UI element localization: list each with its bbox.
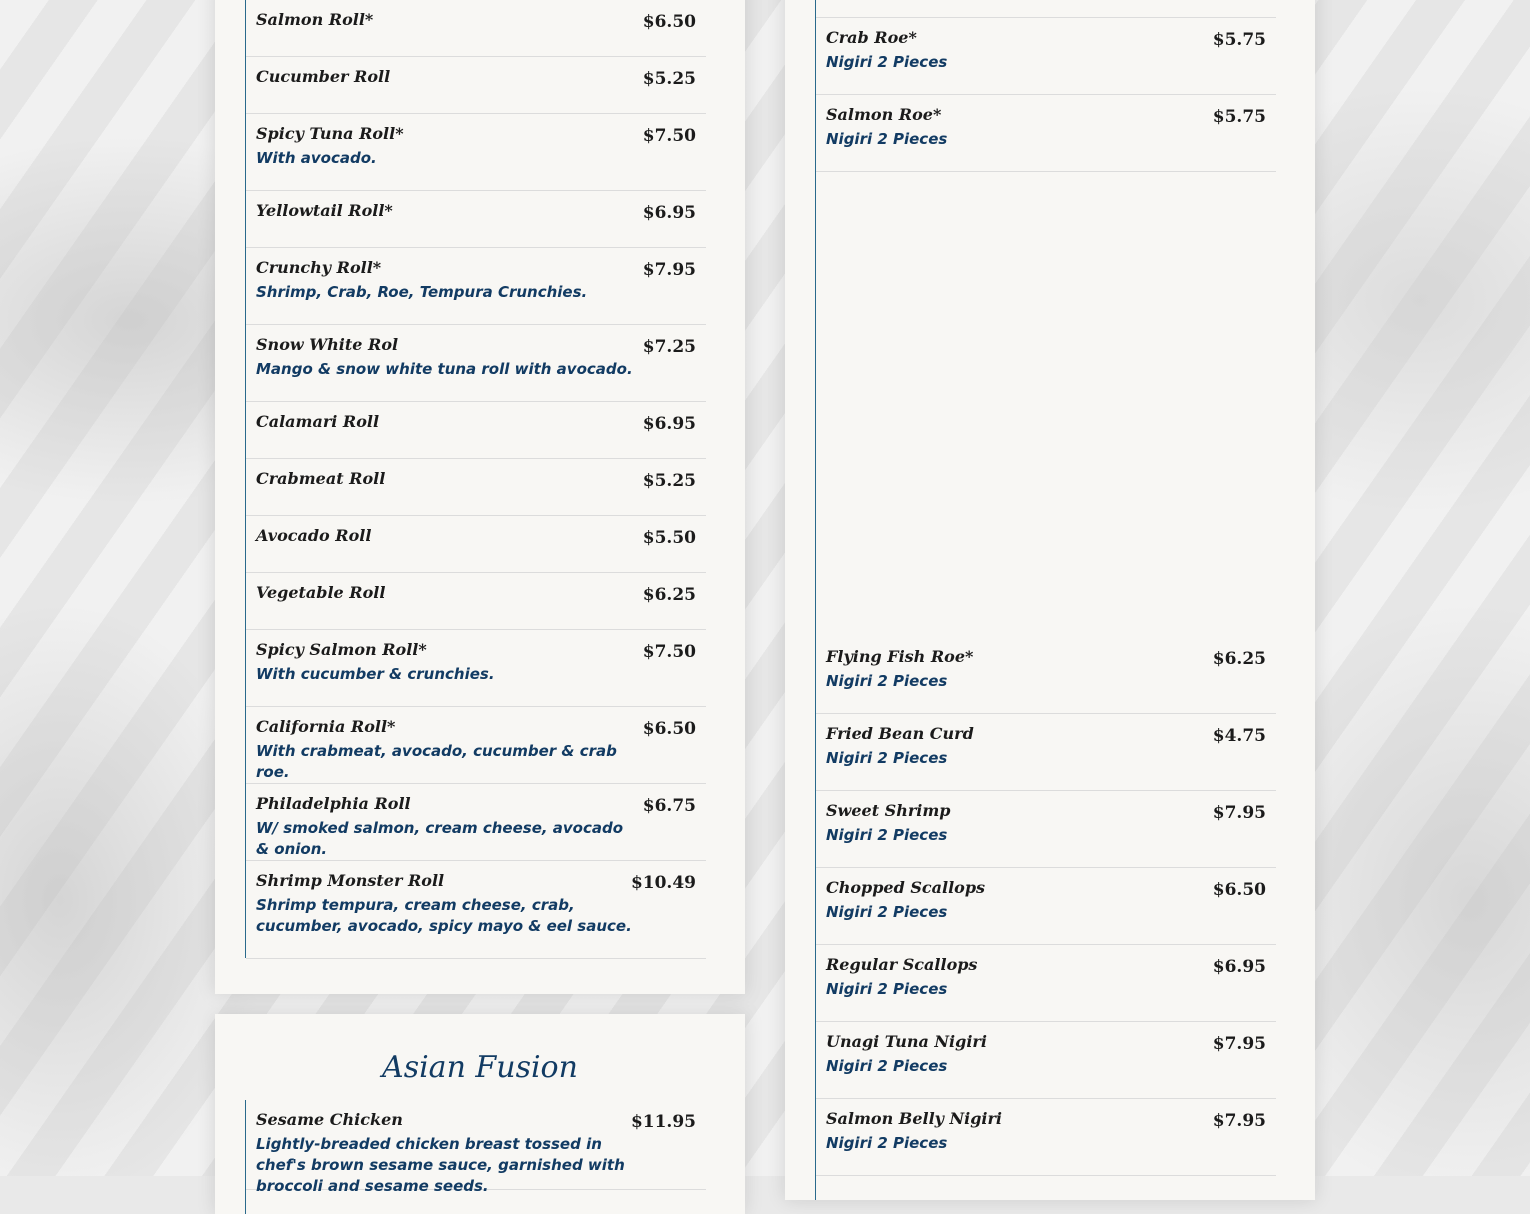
rolls-list xyxy=(245,0,706,958)
menu-item-fried-bean-curd xyxy=(816,714,1276,791)
menu-item-price: $6.75 xyxy=(642,796,696,816)
menu-item-crunchy-roll xyxy=(246,248,706,325)
menu-item-avocado-roll xyxy=(246,516,706,573)
menu-item-description: Nigiri 2 Pieces xyxy=(826,749,948,767)
menu-item-name: Philadelphia Roll xyxy=(256,794,411,813)
menu-item-flying-fish-roe xyxy=(816,637,1276,714)
section-title-asian-fusion: Asian Fusion xyxy=(382,1050,578,1085)
menu-item-regular-scallops xyxy=(816,945,1276,1022)
menu-item-description: With crabmeat, avocado, cucumber & crab roe. xyxy=(256,742,617,781)
menu-item-name: Crab Roe* xyxy=(826,28,917,47)
menu-item-name: Unagi Tuna Nigiri xyxy=(826,1032,987,1051)
menu-item-price: $7.25 xyxy=(642,337,696,357)
menu-item-price: $6.95 xyxy=(642,414,696,434)
nigiri-menu-card xyxy=(785,0,1315,1200)
menu-item-name: Fried Bean Curd xyxy=(826,724,974,743)
rolls-menu-card xyxy=(215,0,745,994)
menu-item-yellowtail-roll xyxy=(246,191,706,248)
menu-item-california-roll xyxy=(246,707,706,784)
menu-item-price: $5.25 xyxy=(642,69,696,89)
menu-item-description: Shrimp, Crab, Roe, Tempura Crunchies. xyxy=(256,283,588,301)
menu-item-salmon-roll xyxy=(246,0,706,57)
menu-item-price: $10.49 xyxy=(630,873,696,893)
menu-item-name: Yellowtail Roll* xyxy=(256,201,393,220)
menu-item-cucumber-roll xyxy=(246,57,706,114)
menu-item-spicy-tuna-roll xyxy=(246,114,706,191)
menu-item-price: $5.75 xyxy=(1212,30,1266,50)
list-top-divider xyxy=(816,0,1276,18)
menu-item-name: Spicy Salmon Roll* xyxy=(256,640,427,659)
menu-item-name: Chopped Scallops xyxy=(826,878,986,897)
menu-item-name: California Roll* xyxy=(256,717,396,736)
menu-item-price: $6.25 xyxy=(642,585,696,605)
menu-item-name: Snow White Rol xyxy=(256,335,399,354)
menu-item-price: $5.25 xyxy=(642,471,696,491)
menu-item-name: Calamari Roll xyxy=(256,412,380,431)
menu-item-price: $11.95 xyxy=(630,1112,696,1132)
menu-item-unagi-tuna-nigiri xyxy=(816,1022,1276,1099)
menu-item-price: $7.50 xyxy=(642,642,696,662)
menu-item-name: Spicy Tuna Roll* xyxy=(256,124,404,143)
menu-item-description: Nigiri 2 Pieces xyxy=(826,1057,948,1075)
menu-item-description: With cucumber & crunchies. xyxy=(256,665,495,683)
menu-item-description: With avocado. xyxy=(256,149,377,167)
menu-item-description: W/ smoked salmon, cream cheese, avocado & onion. xyxy=(256,819,624,858)
menu-item-crab-roe xyxy=(816,18,1276,95)
menu-item-price: $5.50 xyxy=(642,528,696,548)
menu-item-price: $6.95 xyxy=(642,203,696,223)
menu-item-salmon-roe xyxy=(816,95,1276,172)
menu-item-name: Salmon Roll* xyxy=(256,10,374,29)
asian-fusion-list xyxy=(245,1100,706,1214)
menu-item-crabmeat-roll xyxy=(246,459,706,516)
menu-item-price: $6.50 xyxy=(642,12,696,32)
menu-item-salmon-belly-nigiri xyxy=(816,1099,1276,1176)
menu-item-name: Avocado Roll xyxy=(256,526,372,545)
menu-item-name: Vegetable Roll xyxy=(256,583,386,602)
menu-item-price: $7.50 xyxy=(642,126,696,146)
menu-item-description: Nigiri 2 Pieces xyxy=(826,980,948,998)
menu-item-price: $6.50 xyxy=(1212,880,1266,900)
menu-item-vegetable-roll xyxy=(246,573,706,630)
menu-item-price: $6.50 xyxy=(642,719,696,739)
menu-item-philadelphia-roll xyxy=(246,784,706,861)
menu-item-description: Nigiri 2 Pieces xyxy=(826,826,948,844)
menu-item-chopped-scallops xyxy=(816,868,1276,945)
menu-item-snow-white-rol xyxy=(246,325,706,402)
menu-item-name: Sweet Shrimp xyxy=(826,801,951,820)
menu-item-price: $5.75 xyxy=(1212,107,1266,127)
menu-item-name: Regular Scallops xyxy=(826,955,978,974)
menu-item-description: Shrimp tempura, cream cheese, crab, cucumber, avocado, spicy mayo & eel sauce. xyxy=(256,896,632,935)
menu-item-description: Nigiri 2 Pieces xyxy=(826,672,948,690)
menu-item-description: Lightly-breaded chicken breast tossed in chef's brown sesame sauce, garnished with broccoli and sesame seeds. xyxy=(256,1135,625,1195)
nigiri-list xyxy=(815,0,1276,1200)
asian-fusion-card xyxy=(215,1014,745,1214)
menu-item-description: Mango & snow white tuna roll with avocado. xyxy=(256,360,633,378)
menu-item-description: Nigiri 2 Pieces xyxy=(826,903,948,921)
menu-item-name: Cucumber Roll xyxy=(256,67,391,86)
menu-item-name: Salmon Roe* xyxy=(826,105,942,124)
menu-item-price: $6.25 xyxy=(1212,649,1266,669)
menu-item-spicy-salmon-roll xyxy=(246,630,706,707)
menu-item-description: Nigiri 2 Pieces xyxy=(826,1134,948,1152)
menu-item-calamari-roll xyxy=(246,402,706,459)
menu-item-price: $6.95 xyxy=(1212,957,1266,977)
menu-item-price: $7.95 xyxy=(1212,803,1266,823)
menu-item-price: $7.95 xyxy=(1212,1034,1266,1054)
menu-item-sweet-shrimp xyxy=(816,791,1276,868)
menu-item-name: Shrimp Monster Roll xyxy=(256,871,445,890)
menu-item-description: Nigiri 2 Pieces xyxy=(826,130,948,148)
menu-item-description: Nigiri 2 Pieces xyxy=(826,53,948,71)
menu-item-sesame-chicken xyxy=(246,1100,706,1195)
menu-item-name: Crunchy Roll* xyxy=(256,258,382,277)
menu-item-name: Crabmeat Roll xyxy=(256,469,386,488)
menu-item-shrimp-monster-roll xyxy=(246,861,706,959)
menu-item-price: $7.95 xyxy=(1212,1111,1266,1131)
menu-item-name: Sesame Chicken xyxy=(256,1110,403,1129)
menu-item-price: $7.95 xyxy=(642,260,696,280)
list-spacer xyxy=(816,172,1276,637)
menu-item-name: Flying Fish Roe* xyxy=(826,647,974,666)
menu-item-price: $4.75 xyxy=(1212,726,1266,746)
menu-item-name: Salmon Belly Nigiri xyxy=(826,1109,1003,1128)
